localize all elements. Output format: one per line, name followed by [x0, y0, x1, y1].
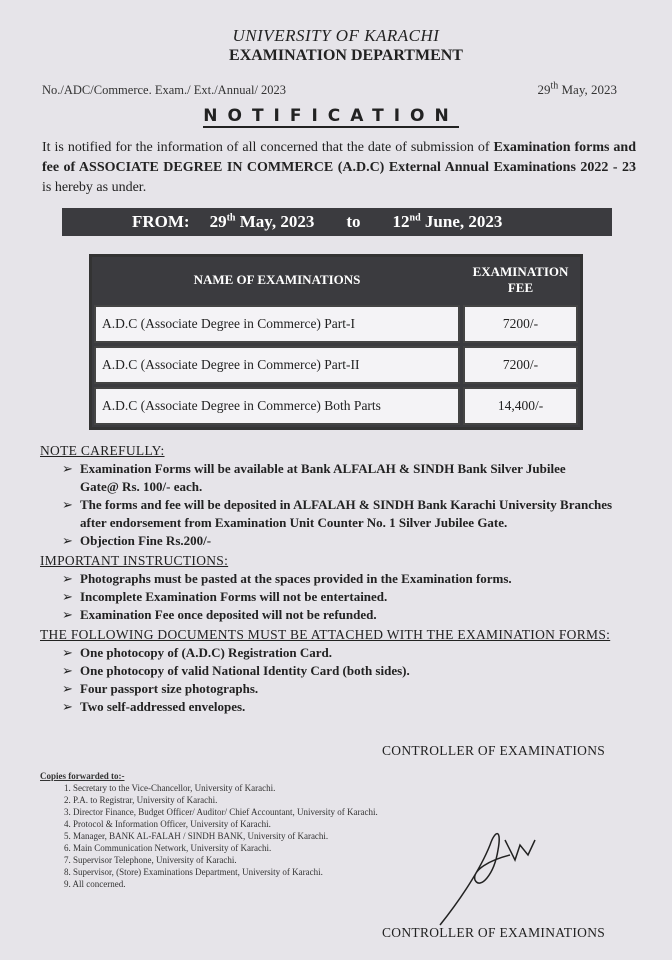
university-name: UNIVERSITY OF KARACHI [232, 26, 440, 45]
instruction-item: ➢ Incomplete Examination Forms will not be entertained. [62, 589, 388, 604]
arrow-icon: ➢ [62, 699, 73, 714]
to-date: 12nd June, 2023 [392, 212, 503, 231]
from-label: FROM: [132, 212, 190, 231]
header-exam-name: NAME OF EXAMINATIONS [193, 271, 361, 287]
note-item: ➢ Objection Fine Rs.200/- [62, 533, 212, 548]
document-item: ➢ One photocopy of valid National Identity Card (both sides). [62, 663, 410, 678]
controller-signatory: CONTROLLER OF EXAMINATIONS [382, 743, 606, 758]
documents-heading: THE FOLLOWING DOCUMENTS MUST BE ATTACHED WITH THE EXAMINATION FORMS: [40, 627, 611, 642]
table-row-name: A.D.C (Associate Degree in Commerce) Both Parts [94, 387, 460, 425]
copy-item: 9. All concerned. [64, 879, 126, 889]
to-label: to [346, 212, 361, 231]
header-exam-fee: EXAMINATION FEE [472, 263, 569, 295]
arrow-icon: ➢ [62, 645, 73, 660]
instruction-item: ➢ Photographs must be pasted at the spaces provided in the Examination forms. [62, 571, 512, 586]
intro-paragraph: It is notified for the information of all concerned that the date of submission of Examination forms and fee of ASSOCIATE DEGREE IN COMMERCE (A.D.C) External Annual Examinations 2022 - 23 is hereby as under. [42, 140, 637, 195]
table-row-name: A.D.C (Associate Degree in Commerce) Part-II [94, 346, 460, 384]
note-item: ➢ The forms and fee will be deposited in ALFALAH & SINDH Bank Karachi University Branches after endorsement from Examination Unit Counter No. 1 Silver Jubilee Gate. [62, 497, 613, 530]
document-item: ➢ Two self-addressed envelopes. [62, 699, 246, 714]
document-item: ➢ One photocopy of (A.D.C) Registration Card. [62, 645, 333, 660]
reference-row [42, 82, 617, 98]
arrow-icon: ➢ [62, 607, 73, 622]
copy-item: 5. Manager, BANK AL-FALAH / SINDH BANK, University of Karachi. [64, 831, 329, 841]
fee-table [89, 254, 583, 430]
copy-item: 2. P.A. to Registrar, University of Karachi. [64, 795, 218, 805]
table-row-fee: 14,400/- [463, 387, 578, 425]
submission-period-banner [62, 208, 612, 236]
copy-item: 8. Supervisor, (Store) Examinations Department, University of Karachi. [64, 867, 323, 877]
copy-item: 1. Secretary to the Vice-Chancellor, University of Karachi. [64, 783, 276, 793]
note-heading: NOTE CAREFULLY: [40, 443, 165, 458]
notice-date: 29th May, 2023 [537, 80, 617, 97]
copy-item: 6. Main Communication Network, University of Karachi. [64, 843, 272, 853]
table-row-fee: 7200/- [463, 346, 578, 384]
instructions-heading: IMPORTANT INSTRUCTIONS: [40, 553, 229, 568]
reference-number: No./ADC/Commerce. Exam./ Ext./Annual/ 2023 [42, 83, 287, 97]
controller-signatory-bottom: CONTROLLER OF EXAMINATIONS [382, 925, 606, 940]
arrow-icon: ➢ [62, 533, 73, 548]
from-date: 29th May, 2023 [209, 212, 315, 231]
arrow-icon: ➢ [62, 589, 73, 604]
copy-item: 7. Supervisor Telephone, University of Karachi. [64, 855, 237, 865]
copies-heading: Copies forwarded to:- [40, 771, 125, 781]
table-row-fee: 7200/- [463, 305, 578, 343]
table-row-name: A.D.C (Associate Degree in Commerce) Part-I [94, 305, 460, 343]
department-name: EXAMINATION DEPARTMENT [229, 47, 463, 64]
arrow-icon: ➢ [62, 461, 73, 476]
arrow-icon: ➢ [62, 681, 73, 696]
arrow-icon: ➢ [62, 663, 73, 678]
arrow-icon: ➢ [62, 571, 73, 586]
note-item: ➢ Examination Forms will be available at Bank ALFALAH & SINDH Bank Silver Jubilee Gate@ Rs. 100/- each. [62, 461, 566, 494]
copy-item: 4. Protocol & Information Officer, University of Karachi. [64, 819, 271, 829]
instruction-item: ➢ Examination Fee once deposited will not be refunded. [62, 607, 377, 622]
notification-title: NOTIFICATION [203, 106, 459, 126]
document-item: ➢ Four passport size photographs. [62, 681, 259, 696]
copy-item: 3. Director Finance, Budget Officer/ Auditor/ Chief Accountant, University of Karachi. [64, 807, 378, 817]
arrow-icon: ➢ [62, 497, 73, 512]
